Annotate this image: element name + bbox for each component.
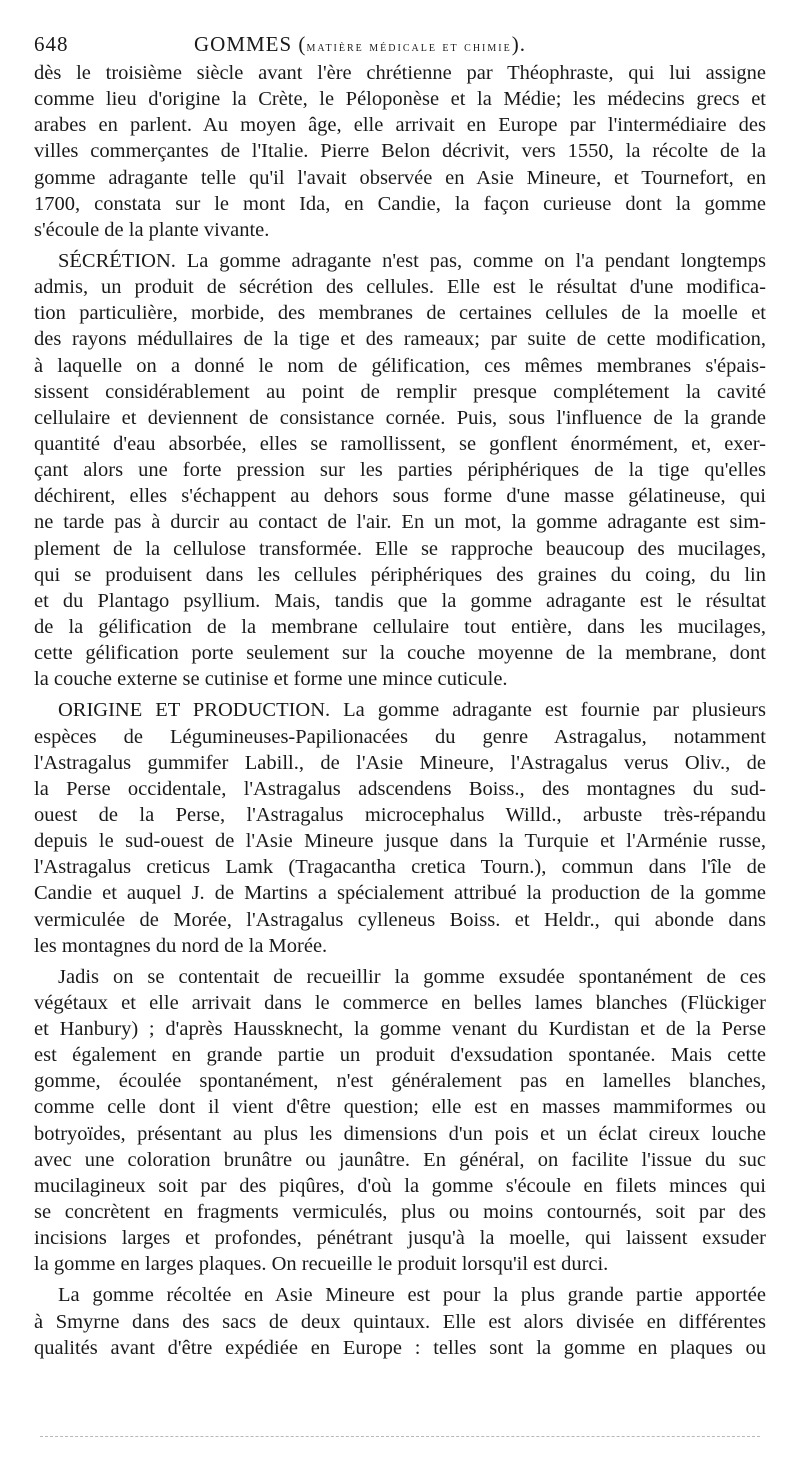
text-line: et du Plantago psyllium. Mais, tandis que la gomme adragante est le résultat xyxy=(34,589,766,612)
text-line: mucilagineux soit par des piqûres, d'où la gomme s'écoule en filets minces qui xyxy=(34,1174,766,1197)
text-line: Candie et auquel J. de Martins a spécialement attribué la production de la gomme xyxy=(34,882,766,905)
text-line: vermiculée de Morée, l'Astragalus cylleneus Boiss. et Heldr., qui abonde dans xyxy=(34,908,766,931)
text-line: végétaux et elle arrivait dans le commerce en belles lames blanches (Flückiger xyxy=(34,991,766,1014)
text-line: espèces de Légumineuses-Papilionacées du genre Astragalus, notamment xyxy=(34,725,766,748)
text-line: ne tarde pas à durcir au contact de l'air. En un mot, la gomme adragante est sim- xyxy=(34,511,766,534)
paragraph-secretion xyxy=(34,248,766,692)
text-line: l'Astragalus creticus Lamk (Tragacantha cretica Tourn.), commun dans l'île de xyxy=(34,856,766,879)
text-line: s'écoule de la plante vivante. xyxy=(34,218,270,241)
text-line: cette gélification porte seulement sur la couche moyenne de la membrane, dont xyxy=(34,642,766,665)
text-line: arabes en parlent. Au moyen âge, elle arrivait en Europe par l'intermédiaire des xyxy=(34,114,766,137)
text-line: avec une coloration brunâtre ou jaunâtre. En général, on facilite l'issue du suc xyxy=(34,1148,766,1171)
text-line: gomme adragante telle qu'il l'avait observée en Asie Mineure, et Tournefort, en xyxy=(34,166,766,189)
text-line: la gomme en larges plaques. On recueille le produit lorsqu'il est durci. xyxy=(34,1253,609,1276)
text-line: ouest de la Perse, l'Astragalus microcephalus Willd., arbuste très-répandu xyxy=(34,803,766,826)
text-line: botryoïdes, présentant au plus les dimensions d'un pois et un éclat cireux louche xyxy=(34,1122,766,1145)
text-line: villes commerçantes de l'Italie. Pierre Belon décrivit, vers 1550, la récolte de la xyxy=(34,140,766,163)
text-line: plement de la cellulose transformée. Elle se rapproche beaucoup des mucilages, xyxy=(34,537,766,560)
running-title xyxy=(194,30,526,62)
text-line: la couche externe se cutinise et forme une mince cuticule. xyxy=(34,668,508,691)
text-line: incisions larges et profondes, pénétrant jusqu'à la moelle, qui laissent exsuder xyxy=(34,1227,766,1250)
text-line: des rayons médullaires de la tige et des rameaux; par suite de cette modification, xyxy=(34,328,766,351)
text-line: comme celle dont il vient d'être question; elle est en masses mammiformes ou xyxy=(34,1096,766,1119)
text-line: de la gélification de la membrane cellulaire tout entière, dans les mucilages, xyxy=(34,615,766,638)
text-line: se concrètent en fragments vermiculés, plus ou moins contournés, soit par des xyxy=(34,1201,766,1224)
text-line: l'Astragalus gummifer Labill., de l'Asie Mineure, l'Astragalus verus Oliv., de xyxy=(34,751,766,774)
text-line: admis, un produit de sécrétion des cellules. Elle est le résultat d'une modifica- xyxy=(34,276,766,299)
text-line: SÉCRÉTION. La gomme adragante n'est pas, comme on l'a pendant longtemps xyxy=(58,249,766,272)
text-line: la Perse occidentale, l'Astragalus adscendens Boiss., des montagnes du sud- xyxy=(34,777,766,800)
text-line: est également en grande partie un produit d'exsudation spontanée. Mais cette xyxy=(34,1044,766,1067)
text-line: cellulaire et deviennent de consistance cornée. Puis, sous l'influence de la grande xyxy=(34,406,766,429)
paragraph-origin xyxy=(34,697,766,958)
text-line: çant alors une forte pression sur les parties périphériques de la tige qu'elles xyxy=(34,459,766,482)
text-line: gomme, écoulée spontanément, n'est généralement pas en lamelles blanches, xyxy=(34,1070,766,1093)
running-title-main: GOMMES ( xyxy=(194,32,307,56)
text-line: La gomme récoltée en Asie Mineure est pour la plus grande partie apportée xyxy=(58,1284,766,1307)
text-line: quantité d'eau absorbée, elles se ramollissent, se gonflent énormément, et, exer- xyxy=(34,432,766,455)
running-title-end: ). xyxy=(511,32,526,56)
text-line: déchirent, elles s'échappent au dehors sous forme d'une masse gélatineuse, qui xyxy=(34,485,766,508)
text-line: qualités avant d'être expédiée en Europe : telles sont la gomme en plaques ou xyxy=(34,1336,766,1359)
text-line: 1700, constata sur le mont Ida, en Candie, la façon curieuse dont la gomme xyxy=(34,192,766,215)
text-line: tion particulière, morbide, des membranes de certaines cellules de la moelle et xyxy=(34,302,766,325)
footer-divider xyxy=(40,1436,760,1437)
paragraph-trade xyxy=(34,1282,766,1360)
text-line: sissent considérablement au point de remplir presque complétement la cavité xyxy=(34,380,766,403)
text-line: depuis le sud-ouest de l'Asie Mineure jusque dans la Turquie et l'Arménie russe, xyxy=(34,830,766,853)
text-line: à Smyrne dans des sacs de deux quintaux. Elle est alors divisée en différentes xyxy=(34,1310,766,1333)
text-line: les montagnes du nord de la Morée. xyxy=(34,934,328,957)
text-line: Jadis on se contentait de recueillir la gomme exsudée spontanément de ces xyxy=(58,965,766,988)
text-line: dès le troisième siècle avant l'ère chrétienne par Théophraste, qui lui assigne xyxy=(34,62,766,84)
text-line: et Hanbury) ; d'après Haussknecht, la gomme venant du Kurdistan et de la Perse xyxy=(34,1018,766,1041)
paragraph-history xyxy=(34,60,766,243)
text-line: qui se produisent dans les cellules périphériques des graines du coing, du lin xyxy=(34,563,766,586)
paragraph-harvest xyxy=(34,964,766,1278)
running-title-subject: matière médicale et chimie xyxy=(306,40,512,55)
text-line: ORIGINE ET PRODUCTION. La gomme adragante est fournie par plusieurs xyxy=(58,699,766,722)
text-line: comme lieu d'origine la Crète, le Péloponèse et la Médie; les médecins grecs et xyxy=(34,88,766,111)
body-text xyxy=(34,60,766,1361)
text-line: à laquelle on a donné le nom de gélification, ces mêmes membranes s'épais- xyxy=(34,354,766,377)
page-number: 648 xyxy=(34,32,69,56)
page-header xyxy=(34,30,766,58)
